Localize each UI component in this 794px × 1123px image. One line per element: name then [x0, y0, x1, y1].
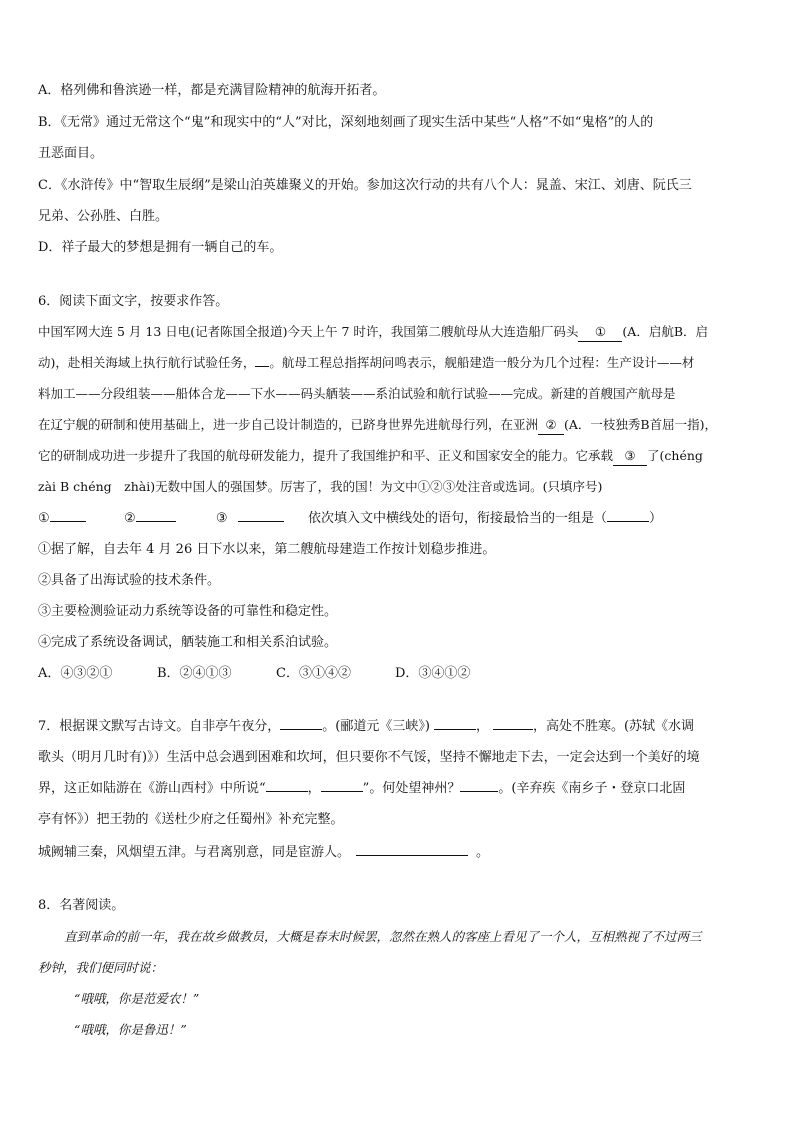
q7-text: ”。何处望神州？	[362, 781, 461, 796]
q7-text: 。(郦道元《三峡》)	[322, 719, 430, 734]
q7-text: 界，这正如陆游在《游山西村》中所说“	[38, 781, 266, 796]
fill-answer-2[interactable]	[136, 521, 176, 522]
q5-option-b-line2: 丑恶面目。	[38, 146, 104, 161]
q7-blank[interactable]	[280, 729, 322, 730]
q5-option-d: D．祥子最大的梦想是拥有一辆自己的车。	[38, 240, 283, 255]
q6-passage-line2	[38, 354, 694, 372]
q6-blank-1[interactable]: ①	[578, 323, 622, 342]
q7-blank[interactable]	[493, 729, 533, 730]
q6-text: 动)，赴相关海域上执行航行试验任务，	[38, 355, 256, 370]
q6-option-a[interactable]: A．④③②①	[38, 666, 113, 681]
q6-option-d[interactable]: D．③④①②	[395, 666, 471, 681]
q7-text: ，高处不胜寒。(苏轼《水调	[532, 719, 695, 734]
q7-line4: 亭有怀》）把王勃的《送杜少府之任蜀州》补充完整。	[38, 812, 344, 827]
q5-option-c-line1: C．《水浒传》中“智取生辰纲”是梁山泊英雄聚义的开始。参加这次行动的共有八个人：晁盖、宋江、刘唐、阮氏三	[38, 178, 692, 193]
q6-text: 中国军网大连 5 月 13 日电(记者陈国全报道)今天上午 7 时许，我国第二艘航母从大连造船厂码头	[38, 324, 579, 339]
q6-choice-answer[interactable]	[607, 521, 649, 522]
q6-option-b[interactable]: B．②④①③	[157, 666, 232, 681]
q7-line1	[38, 718, 694, 736]
q6-option-c[interactable]: C．③①④②	[276, 666, 351, 681]
q8-excerpt-line2: 秒钟，我们便同时说：	[38, 960, 164, 975]
q6-passage-line4	[38, 416, 717, 435]
q5-option-c-line2: 兄弟、公孙胜、白胜。	[38, 209, 169, 224]
q6-passage-line6: zài B chéng zhài)无数中国人的强国梦。厉害了，我的国！为文中①②③处注音或选词。(只填序号)	[38, 479, 603, 494]
q6-text: (A．一枝独秀B首屈一指)，	[564, 417, 717, 432]
q6-title: 6．阅读下面文字，按要求作答。	[38, 294, 229, 309]
q7-text: 7．根据课文默写古诗文。自非亭午夜分，	[38, 719, 281, 734]
q7-line3	[38, 780, 685, 798]
q6-blank-2[interactable]: ②	[538, 416, 564, 435]
q6-answer-options	[38, 665, 514, 683]
q6-sentence-2: ②具备了出海试验的技术条件。	[38, 573, 221, 588]
q6-blank-sentence[interactable]	[255, 366, 269, 367]
q7-text: ，	[307, 781, 321, 796]
q6-text: 它的研制成功进一步提升了我国的航母研发能力，提升了我国维护和平、正义和国家安全的能力。它承载	[38, 448, 614, 463]
q7-blank[interactable]	[460, 791, 498, 792]
q7-blank[interactable]	[266, 791, 308, 792]
q6-choice-question-end: ）	[648, 511, 662, 526]
q7-text: 。(辛弃疾《南乡子・登京口北固	[498, 781, 686, 796]
q8-excerpt-line1: 直到革命的前一年，我在故乡做教员，大概是春末时候罢，忽然在熟人的客座上看见了一个人，互相熟视了不过两三	[64, 929, 702, 944]
q7-text: 。	[476, 845, 490, 860]
q6-text: 。航母工程总指挥胡问鸣表示，舰船建造一般分为几个过程：生产设计——材	[269, 355, 695, 370]
q6-text: 了(chéng	[647, 448, 703, 463]
q6-passage-line5	[38, 447, 703, 466]
q6-sentence-1: ①据了解，自去年 4 月 26 日下水以来，第二艘航母建造工作按计划稳步推进。	[38, 542, 496, 557]
fill-label-2: ②	[123, 511, 136, 526]
q8-title: 8．名著阅读。	[38, 898, 125, 913]
q6-text: 在辽宁舰的研制和使用基础上，进一步自己设计制造的，已跻身世界先进航母行列，在亚洲	[38, 417, 539, 432]
q6-choice-question: 依次填入文中横线处的语句，衔接最恰当的一组是（	[307, 511, 607, 526]
q5-option-b-line1: B．《无常》通过无常这个“鬼”和现实中的“人”对比，深刻地刻画了现实生活中某些“人格”不如“鬼格”的人的	[38, 115, 654, 130]
q7-line2: 歌头（明月几时有)》）生活中总会遇到困难和坎坷，但只要你不气馁，坚持不懈地走下去，一定会达到一个美好的境	[38, 750, 700, 765]
q6-text: (A．启航B．启	[622, 324, 709, 339]
q6-passage-line1	[38, 323, 708, 342]
q7-blank[interactable]	[434, 729, 476, 730]
q7-blank[interactable]	[356, 855, 468, 856]
q7-text: 城阙辅三秦，风烟望五津。与君离别意，同是宦游人。	[38, 845, 351, 860]
fill-label-1: ①	[38, 511, 50, 526]
q6-passage-line3: 料加工——分段组装——船体合龙——下水——码头舾装——系泊试验和航行试验——完成。新建的首艘国产航母是	[38, 386, 676, 401]
fill-label-3: ③	[215, 511, 228, 526]
q6-fill-row	[38, 510, 662, 528]
q8-dialogue-1: “哦哦，你是范爱农！”	[74, 991, 200, 1006]
q6-sentence-4: ④完成了系统设备调试，舾装施工和相关系泊试验。	[38, 635, 338, 650]
q6-sentence-3: ③主要检测验证动力系统等设备的可靠性和稳定性。	[38, 604, 338, 619]
q5-option-a: A．格列佛和鲁滨逊一样，都是充满冒险精神的航海开拓者。	[38, 83, 386, 98]
q7-line5	[38, 844, 489, 862]
q7-blank[interactable]	[321, 791, 363, 792]
fill-answer-3[interactable]	[238, 521, 284, 522]
q8-dialogue-2: “哦哦，你是鲁迅！”	[74, 1022, 187, 1037]
fill-answer-1[interactable]	[50, 521, 86, 522]
q7-text: ，	[475, 719, 489, 734]
q6-blank-3[interactable]: ③	[613, 447, 647, 466]
